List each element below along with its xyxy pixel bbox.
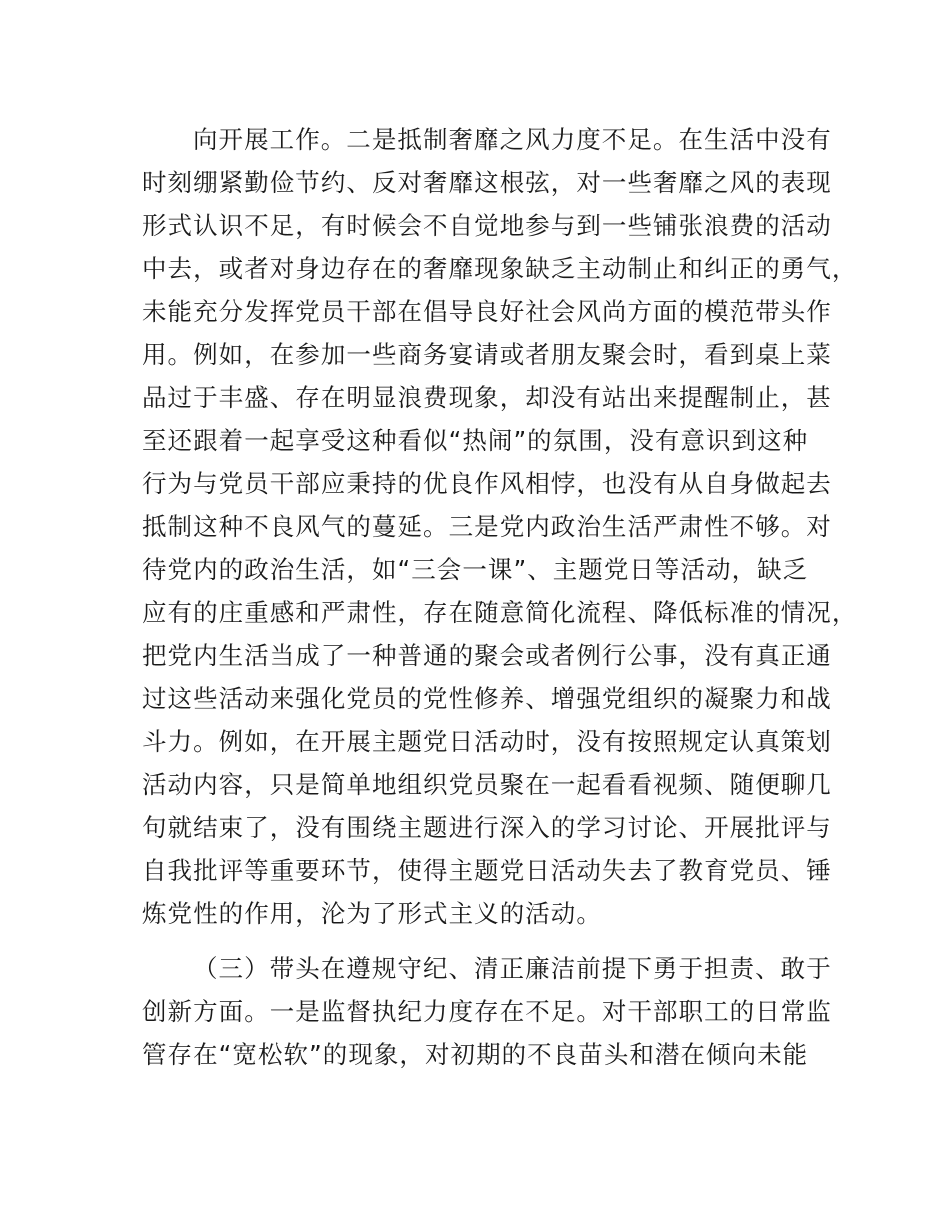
text-line: 自我批评等重要环节，使得主题党日活动失去了教育党员、锤 bbox=[142, 856, 832, 885]
text-line: 炼党性的作用，沦为了形式主义的活动。 bbox=[142, 899, 602, 928]
text-line: 向开展工作。二是抵制奢靡之风力度不足。在生活中没有 bbox=[193, 125, 832, 154]
text-line: 斗力。例如，在开展主题党日活动时，没有按照规定认真策划 bbox=[142, 727, 832, 756]
text-line: 应有的庄重感和严肃性，存在随意简化流程、降低标准的情况， bbox=[142, 598, 858, 627]
text-line: 形式认识不足，有时候会不自觉地参与到一些铺张浪费的活动 bbox=[142, 211, 832, 240]
paragraph-spacing bbox=[142, 935, 814, 947]
paragraph-1 bbox=[142, 118, 858, 935]
text-line: 待党内的政治生活，如“三会一课”、主题党日等活动，缺乏 bbox=[142, 555, 809, 584]
text-line: 行为与党员干部应秉持的优良作风相悖，也没有从自身做起去 bbox=[142, 469, 832, 498]
text-line: 未能充分发挥党员干部在倡导良好社会风尚方面的模范带头作 bbox=[142, 297, 832, 326]
text-line: 把党内生活当成了一种普通的聚会或者例行公事，没有真正通 bbox=[142, 641, 832, 670]
text-line: 创新方面。一是监督执纪力度存在不足。对干部职工的日常监 bbox=[142, 997, 832, 1026]
text-line: 时刻绷紧勤俭节约、反对奢靡这根弦，对一些奢靡之风的表现 bbox=[142, 168, 832, 197]
text-line: 过这些活动来强化党员的党性修养、增强党组织的凝聚力和战 bbox=[142, 684, 832, 713]
text-line: 中去，或者对身边存在的奢靡现象缺乏主动制止和纠正的勇气， bbox=[142, 254, 858, 283]
text-line: 品过于丰盛、存在明显浪费现象，却没有站出来提醒制止，甚 bbox=[142, 383, 832, 412]
text-line: 句就结束了，没有围绕主题进行深入的学习讨论、开展批评与 bbox=[142, 813, 832, 842]
document-page bbox=[142, 118, 858, 1076]
text-line: 至还跟着一起享受这种看似“热闹”的氛围，没有意识到这种 bbox=[142, 426, 809, 455]
text-line: 活动内容，只是简单地组织党员聚在一起看看视频、随便聊几 bbox=[142, 770, 832, 799]
text-line: 管存在“宽松软”的现象，对初期的不良苗头和潜在倾向未能 bbox=[142, 1040, 809, 1069]
paragraph-2 bbox=[142, 947, 832, 1076]
section-heading-line: （三）带头在遵规守纪、清正廉洁前提下勇于担责、敢于 bbox=[193, 954, 832, 983]
text-line: 用。例如，在参加一些商务宴请或者朋友聚会时，看到桌上菜 bbox=[142, 340, 832, 369]
text-line: 抵制这种不良风气的蔓延。三是党内政治生活严肃性不够。对 bbox=[142, 512, 832, 541]
